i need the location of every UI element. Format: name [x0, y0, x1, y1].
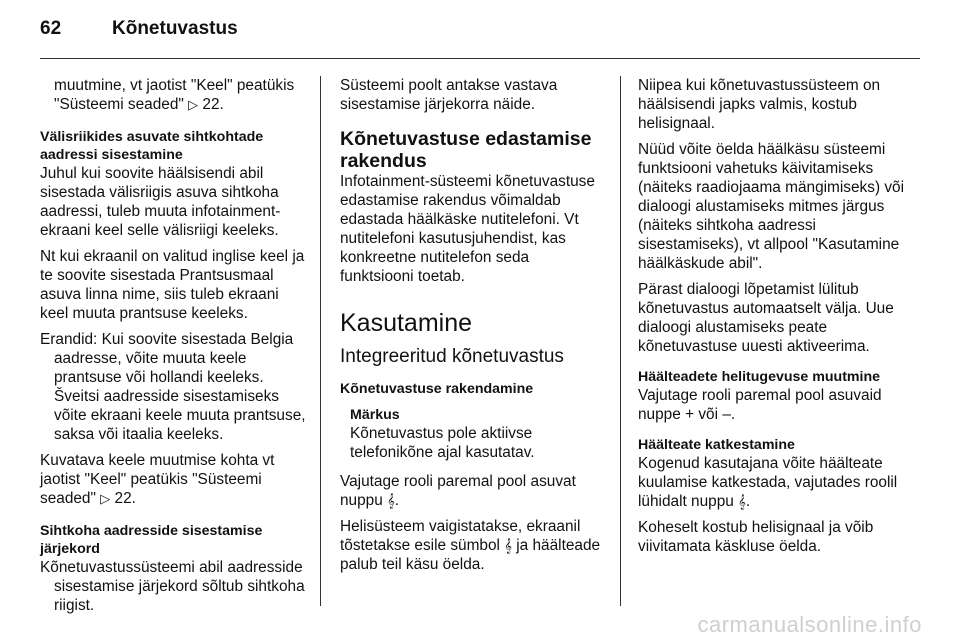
subheading: Välisriikides asuvate sihtkohtade aadressi sisestamine [40, 129, 264, 163]
paragraph: Kogenud kasutajana võite häälteate kuulamise katkestada, vajutades roolil lühidalt nuppu 𝄞. [638, 455, 898, 510]
voice-button-icon: 𝄞 [387, 493, 395, 508]
paragraph: Nt kui ekraanil on valitud inglise keel ja te soovite sisestada Prantsusmaal asuva linna nime, siis tuleb ekraani keel muuta prantsuse keeleks. [40, 248, 305, 322]
column-1 [40, 76, 306, 622]
note-title: Märkus [350, 407, 400, 423]
voice-button-icon: 𝄞 [738, 494, 746, 509]
section-heading: Kõnetuvastuse edastamise rakendus [340, 128, 592, 172]
page-title: Kõnetuvastus [112, 18, 238, 39]
paragraph: Koheselt kostub helisignaal ja võib viivitamata käskluse öelda. [638, 519, 874, 555]
voice-button-icon: 𝄞 [504, 538, 512, 553]
paragraph: Vajutage rooli paremal pool asuvat nuppu 𝄞. [340, 473, 576, 509]
subheading: Kõnetuvastuse rakendamine [340, 381, 534, 397]
page-ref-arrow-icon: ▷ [188, 97, 199, 112]
watermark: carmanualsonline.info [697, 612, 922, 637]
paragraph: Nüüd võite öelda häälkäsu süsteemi funktsiooni vahetuks käivitamiseks (näiteks raadiojaama mängimiseks) või dialoogi alustamiseks mitmes järgus (näiteks sihtkoha aadressi sisestamiseks), vt allpool "Kasutamine häälkäskude abil". [638, 141, 905, 272]
paragraph: Kuvatava keele muutmise kohta vt jaotist "Keel" peatükis "Süsteemi seaded" ▷ 22. [40, 452, 275, 507]
column-divider-2 [620, 76, 621, 606]
plus-icon: + [685, 406, 695, 423]
paragraph: Süsteemi poolt antakse vastava sisestamise järjekorra näide. [340, 77, 558, 113]
chapter-heading: Kasutamine [340, 309, 473, 337]
paragraph: Infotainment-süsteemi kõnetuvastuse edastamise rakendus võimaldab edastada häälkäske nutitelefoni. Vt nutitelefoni kasutusjuhendist, kas konkreetne nutitelefon seda funktsiooni toetab. [340, 173, 595, 285]
subheading: Sihtkoha aadresside sisestamise järjekord [40, 523, 263, 557]
subheading: Häälteadete helitugevuse muutmine [638, 369, 881, 385]
column-3 [638, 76, 920, 563]
paragraph: Vajutage rooli paremal pool asuvaid nuppe + või –. [638, 387, 882, 423]
subheading: Häälteate katkestamine [638, 437, 795, 453]
minus-icon: – [722, 406, 731, 423]
column-divider-1 [320, 76, 321, 606]
paragraph: Erandid: Kui soovite sisestada Belgia aadresse, võite muuta keele prantsuse või hollandi keeleks. Šveitsi aadresside sisestamiseks võite ekraani keele muuta prantsuse, saksa või itaalia keeleks. [40, 331, 306, 443]
paragraph: Helisüsteem vaigistatakse, ekraanil tõstetakse esile sümbol 𝄞 ja häälteade palub teil käsu öelda. [340, 518, 601, 573]
note-body: Kõnetuvastus pole aktiivse telefonikõne ajal kasutatav. [350, 425, 535, 461]
paragraph: Pärast dialoogi lõpetamist lülitub kõnetuvastus automaatselt välja. Uue dialoogi alustamiseks peate kõnetuvastuse uuesti aktiveerima. [638, 281, 894, 355]
paragraph: Niipea kui kõnetuvastussüsteem on häälsisendi japks valmis, kostub helisignaal. [638, 77, 881, 132]
paragraph: Kõnetuvastussüsteemi abil aadresside sisestamise järjekord sõltub sihtkoha riigist. [40, 559, 305, 614]
header-rule [40, 58, 920, 59]
column-2 [340, 76, 606, 581]
page-ref-arrow-icon: ▷ [100, 491, 111, 506]
page-number: 62 [40, 18, 62, 39]
paragraph: Juhul kui soovite häälsisendi abil sisestada välisriigis asuva sihtkoha aadressi, tuleb muuta infotainment-ekraani keel selle välisriigi keeleks. [40, 165, 281, 239]
paragraph: muutmine, vt jaotist "Keel" peatükis "Süsteemi seaded" ▷ 22. [54, 77, 295, 113]
subsection-heading: Integreeritud kõnetuvastus [340, 346, 564, 367]
